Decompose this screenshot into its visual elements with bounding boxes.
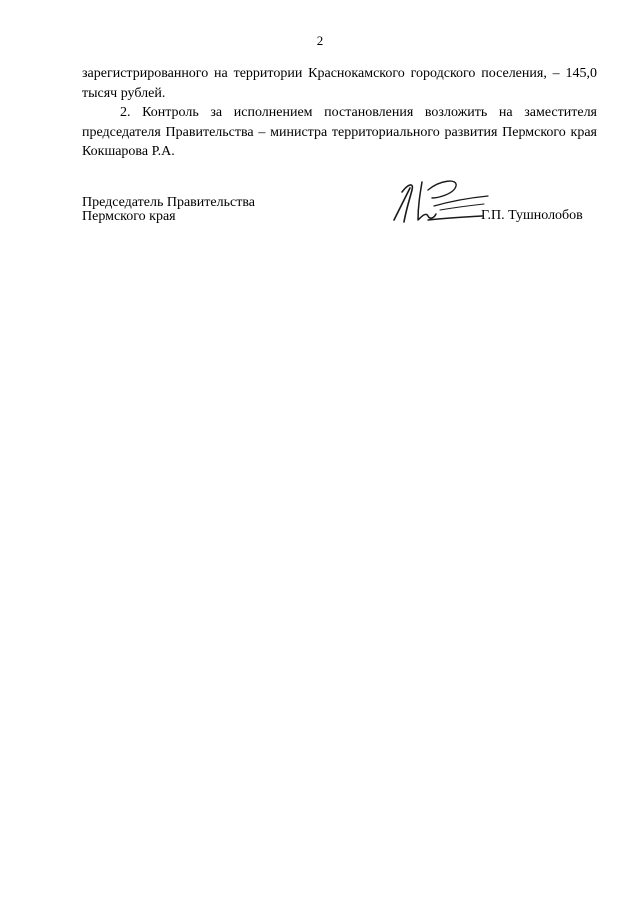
paragraph-control-clause: 2. Контроль за исполнением постановления возложить на заместителя председателя Правительства – министра территориального развития Пермского края Кокшарова Р.А. [82,105,597,159]
signatory-title [82,196,255,224]
signatory-title-line1: Председатель Правительства [82,195,255,210]
page-number: 2 [316,33,324,48]
paragraph-continuation: зарегистрированного на территории Краснокамского городского поселения, – 145,0 тысяч рублей. [82,66,597,101]
handwritten-signature-icon [388,176,498,232]
signatory-title-line2: Пермского края [82,209,176,224]
signatory-name: Г.П. Тушнолобов [481,208,583,223]
document-body [82,64,597,162]
